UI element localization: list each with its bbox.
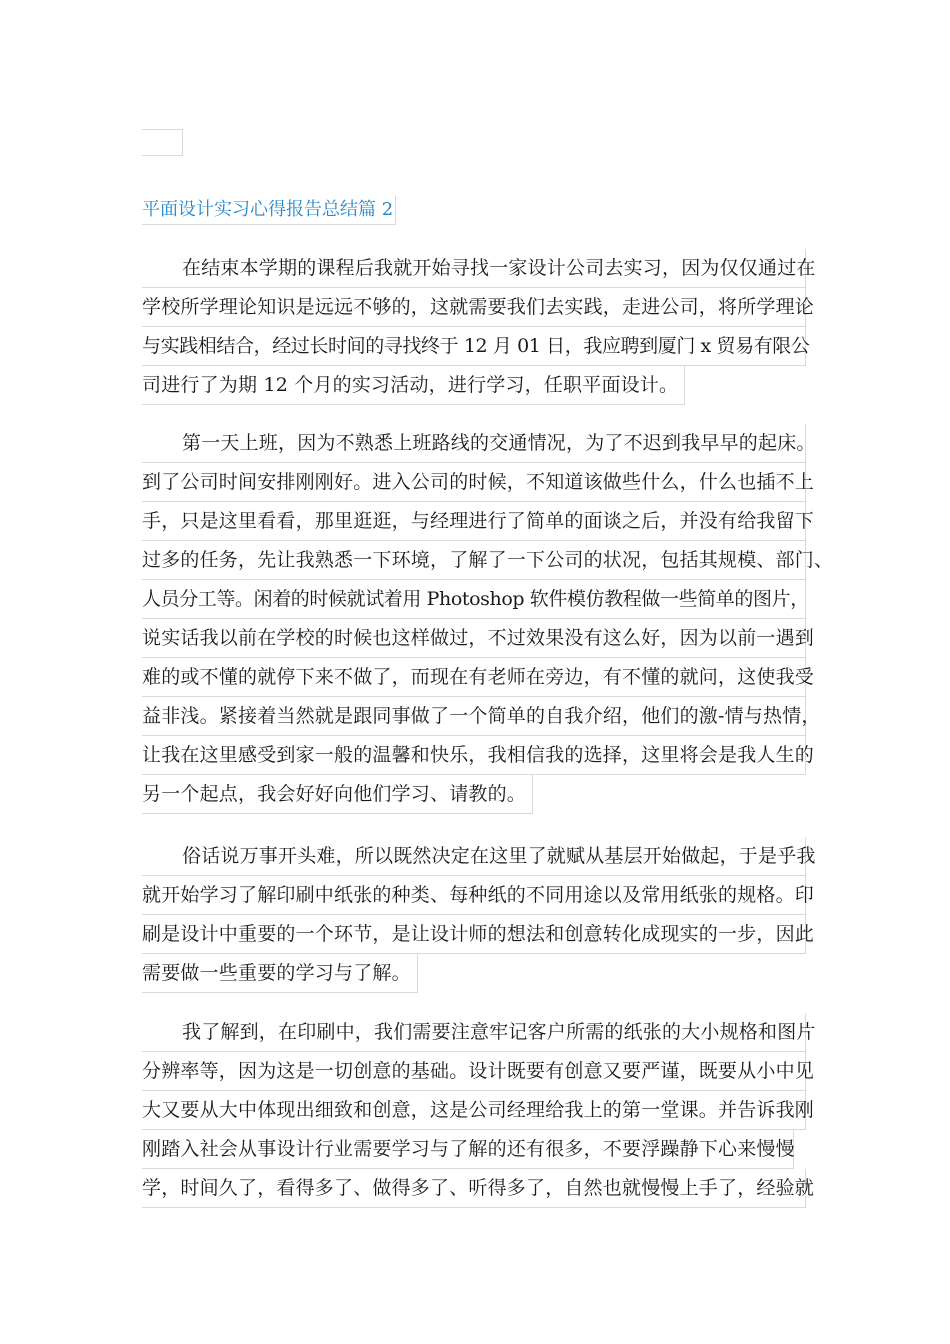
text-line: 刷是设计中重要的一个环节，是让设计师的想法和创意转化成现实的一步，因此	[142, 915, 806, 954]
text-line: 到了公司时间安排刚刚好。进入公司的时候，不知道该做些什么，什么也插不上	[142, 463, 806, 502]
empty-text-box	[142, 129, 183, 156]
text-line: 大又要从大中体现出细致和创意，这是公司经理给我上的第一堂课。并告诉我刚	[142, 1091, 806, 1130]
text-line: 手，只是这里看看，那里逛逛，与经理进行了简单的面谈之后，并没有给我留下	[142, 502, 806, 541]
text-line: 人员分工等。闲着的时候就试着用 Photoshop 软件模仿教程做一些简单的图片，	[142, 580, 806, 619]
text-line: 就开始学习了解印刷中纸张的种类、每种纸的不同用途以及常用纸张的规格。印	[142, 876, 806, 915]
text-line: 分辨率等，因为这是一切创意的基础。设计既要有创意又要严谨，既要从小中见	[142, 1052, 806, 1091]
text-line: 司进行了为期 12 个月的实习活动，进行学习，任职平面设计。	[142, 366, 685, 405]
text-line: 难的或不懂的就停下来不做了，而现在有老师在旁边，有不懂的就问，这使我受	[142, 658, 806, 697]
text-line: 俗话说万事开头难，所以既然决定在这里了就赋从基层开始做起，于是乎我	[142, 837, 806, 876]
text-line: 在结束本学期的课程后我就开始寻找一家设计公司去实习，因为仅仅通过在	[142, 249, 806, 288]
paragraph-1	[142, 249, 816, 405]
text-line: 说实话我以前在学校的时候也这样做过，不过效果没有这么好，因为以前一遇到	[142, 619, 806, 658]
text-line: 学，时间久了，看得多了、做得多了、听得多了，自然也就慢慢上手了，经验就	[142, 1169, 806, 1208]
text-line: 与实践相结合，经过长时间的寻找终于 12 月 01 日，我应聘到厦门 x 贸易有限公	[142, 327, 806, 366]
text-line: 让我在这里感受到家一般的温馨和快乐，我相信我的选择，这里将会是我人生的	[142, 736, 806, 775]
paragraph-4	[142, 1013, 816, 1208]
text-line: 学校所学理论知识是远远不够的，这就需要我们去实践，走进公司，将所学理论	[142, 288, 806, 327]
text-line: 过多的任务，先让我熟悉一下环境，了解了一下公司的状况，包括其规模、部门、	[142, 541, 806, 580]
text-line: 需要做一些重要的学习与了解。	[142, 954, 418, 993]
text-line: 另一个起点，我会好好向他们学习、请教的。	[142, 775, 533, 814]
paragraph-2	[142, 424, 834, 814]
section-heading: 平面设计实习心得报告总结篇 2	[142, 196, 396, 225]
text-line: 第一天上班，因为不熟悉上班路线的交通情况，为了不迟到我早早的起床。	[142, 424, 806, 463]
text-line: 我了解到，在印刷中，我们需要注意牢记客户所需的纸张的大小规格和图片	[142, 1013, 806, 1052]
paragraph-3	[142, 837, 816, 993]
text-line: 益非浅。紧接着当然就是跟同事做了一个简单的自我介绍，他们的激-情与热情，	[142, 697, 806, 736]
text-line: 刚踏入社会从事设计行业需要学习与了解的还有很多，不要浮躁静下心来慢慢	[142, 1130, 794, 1169]
